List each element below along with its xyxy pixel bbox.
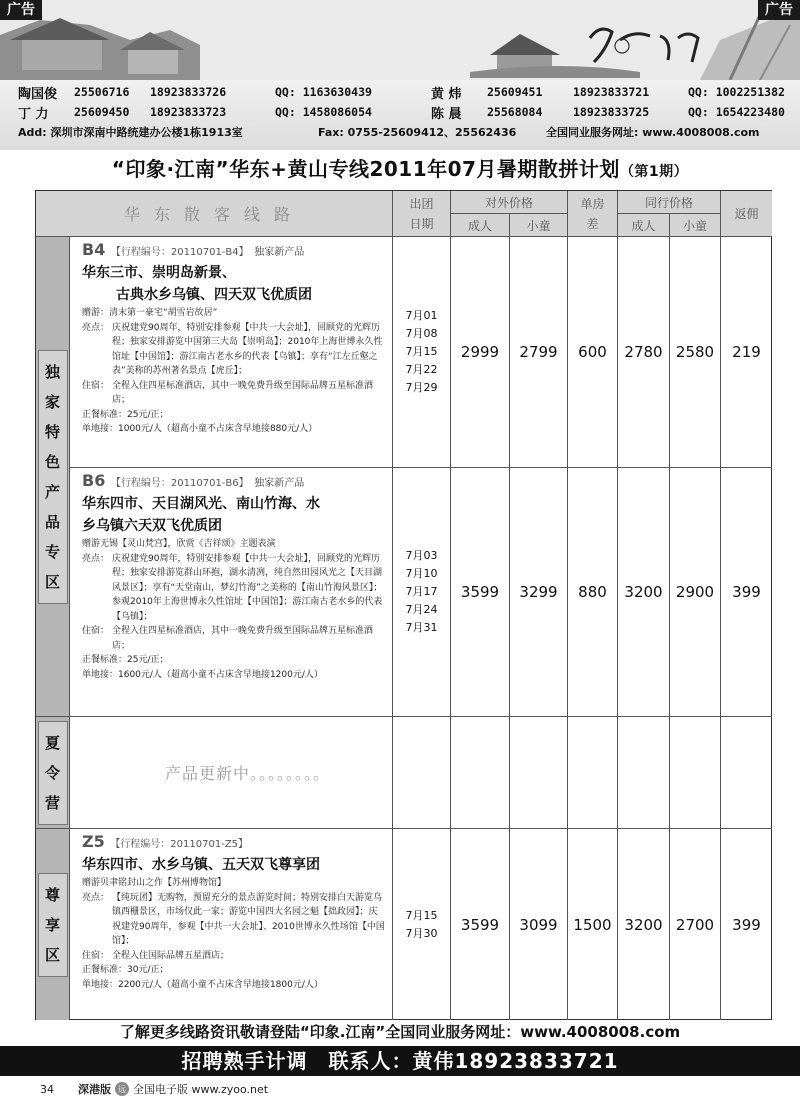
hotel-label: 住宿： <box>82 380 110 391</box>
page-footer <box>40 1080 268 1098</box>
contact-name: 丁 力 <box>18 106 49 122</box>
section-label-summer-camp <box>36 717 70 829</box>
highlights-label: 亮点： <box>82 553 110 564</box>
contact-qq: QQ: 1002251382 <box>688 85 785 99</box>
contact-qq: QQ: 1458086054 <box>275 105 372 119</box>
section-char: 产 <box>44 482 60 501</box>
route-highlights <box>82 891 386 949</box>
date-item: 7月17 <box>405 585 438 598</box>
route-hotel <box>82 949 386 964</box>
page-number: 34 <box>40 1082 54 1096</box>
contact-tel: 25568084 <box>487 105 543 119</box>
date-item: 7月01 <box>405 309 438 322</box>
contact-tel: 25609450 <box>74 105 130 119</box>
date-item: 7月03 <box>405 549 438 562</box>
date-item: 7月24 <box>405 603 438 616</box>
more-info-line: 了解更多线路资讯敬请登陆“印象.江南”全国同业服务网址：www.4008008.com <box>119 1023 681 1041</box>
contact-name: 陶国俊 <box>18 86 58 102</box>
website: 全国同业服务网址: www.4008008.com <box>546 126 760 139</box>
header-rebate: 返佣 <box>721 191 772 237</box>
route-code <box>82 832 386 854</box>
route-code-value: B6 <box>82 471 106 490</box>
empty-cell <box>670 717 721 829</box>
price-trade-adult: 2780 <box>618 237 670 468</box>
route-title: 华东四市、天目湖风光、南山竹海、水 <box>82 496 320 512</box>
header-adult: 成人 <box>451 214 510 237</box>
contact-mobile: 18923833725 <box>573 105 650 119</box>
empty-cell <box>451 717 510 829</box>
price-child: 3099 <box>510 829 568 1020</box>
contact-mobile: 18923833726 <box>150 85 227 99</box>
price-single-room: 600 <box>568 237 618 468</box>
price-trade-child: 2580 <box>670 237 721 468</box>
route-transfer: 单地接：1000元/人（超高小童不占床含早地接880元/人） <box>82 424 318 434</box>
contact-mobile: 18923833721 <box>573 85 650 99</box>
section-char: 享 <box>44 915 60 934</box>
date-item: 7月31 <box>405 621 438 634</box>
price-rebate: 399 <box>721 468 772 717</box>
date-item: 7月15 <box>405 345 438 358</box>
route-gift: 赠游无锡【灵山梵宫】，欣赏《吉祥颂》主题表演 <box>82 539 276 549</box>
price-trade-child: 2900 <box>670 468 721 717</box>
date-item: 7月22 <box>405 363 438 376</box>
price-child: 3299 <box>510 468 568 717</box>
route-code-note: 【行程编号：20110701-B6】 <box>110 478 249 489</box>
route-meal: 正餐标准：25元/正； <box>82 655 169 665</box>
address: Add: 深圳市深南中路统建办公楼1栋1913室 <box>18 126 243 139</box>
empty-cell <box>510 717 568 829</box>
empty-cell <box>568 717 618 829</box>
section-char: 区 <box>44 572 60 591</box>
section-char: 尊 <box>44 885 60 904</box>
hotel-text: 全程入住四星标准酒店，其中一晚免费升级至国际品牌五星标准酒店； <box>112 380 374 405</box>
empty-cell <box>721 717 772 829</box>
date-item: 7月30 <box>405 926 438 940</box>
header-public-price: 对外价格 <box>451 191 568 214</box>
route-code-note: 【行程编号：20110701-B4】 <box>110 247 249 258</box>
price-trade-adult: 3200 <box>618 829 670 1020</box>
route-meal: 正餐标准：30元/正； <box>82 965 169 975</box>
section-char: 特 <box>44 422 60 441</box>
header-date: 出团日期 <box>393 191 451 237</box>
contact-mobile: 18923833723 <box>150 105 227 119</box>
empty-cell <box>618 717 670 829</box>
route-meal: 正餐标准：25元/正； <box>82 409 169 420</box>
page-title-main: “印象·江南”华东+黄山专线2011年07月暑期散拼计划 <box>111 157 620 181</box>
ad-tag-right: 广告 <box>758 0 800 20</box>
section-char: 专 <box>44 542 60 561</box>
route-gift: 赠游贝聿铭封山之作【苏州博物馆】 <box>82 878 227 888</box>
date-item: 7月08 <box>405 327 438 340</box>
section-label-box <box>38 721 68 825</box>
recruitment-banner: 招聘熟手计调 联系人：黄伟18923833721 <box>0 1046 800 1076</box>
route-dates <box>393 829 451 1020</box>
page-title <box>0 152 800 186</box>
price-adult: 3599 <box>451 829 510 1020</box>
hotel-text: 全程入住国际品牌五星酒店； <box>112 950 230 961</box>
fax: Fax: 0755-25609412、25562436 <box>318 126 517 139</box>
contact-name: 陈 晨 <box>431 106 462 122</box>
price-single-room: 880 <box>568 468 618 717</box>
contact-tel: 25506716 <box>74 85 130 99</box>
contact-row <box>18 82 788 102</box>
highlights-text: 【纯玩团】无购物，预留充分的景点游览时间；特别安排白天游览乌镇西栅景区，市场仅此一家；游览中国四大名园之魁【拙政园】；庆祝建党90周年，参观【中共一大会址】、2010世博永久性场馆【中国馆】； <box>112 892 385 946</box>
contact-qq: QQ: 1654223480 <box>688 105 785 119</box>
header-trade-adult: 成人 <box>618 214 670 237</box>
route-b4 <box>70 237 393 468</box>
route-tag: 独家新产品 <box>254 478 305 489</box>
route-title: 华东三市、崇明岛新景、 <box>82 265 236 281</box>
route-hotel <box>82 379 386 408</box>
route-title: 华东四市、水乡乌镇、五天双飞尊享团 <box>82 857 320 873</box>
price-single-room: 1500 <box>568 829 618 1020</box>
section-label-box <box>38 873 68 977</box>
route-hotel <box>82 624 386 653</box>
header-route: 华东散客线路 <box>36 191 393 237</box>
route-code <box>82 240 386 262</box>
section-char: 区 <box>44 945 60 964</box>
route-highlights <box>82 552 386 625</box>
summer-camp-updating: 产品更新中。。。。。。。。 <box>70 717 393 829</box>
route-title: 乡乌镇六天双飞优质团 <box>82 518 222 534</box>
section-char: 色 <box>44 452 60 471</box>
route-code-value: B4 <box>82 240 106 259</box>
route-highlights <box>82 321 386 379</box>
header-trade-price: 同行价格 <box>618 191 721 214</box>
route-dates <box>393 237 451 468</box>
route-table <box>35 190 772 1020</box>
ad-tag-left: 广告 <box>0 0 42 20</box>
price-child: 2799 <box>510 237 568 468</box>
hotel-label: 住宿： <box>82 950 110 961</box>
section-char: 营 <box>44 793 60 812</box>
price-rebate: 219 <box>721 237 772 468</box>
hotel-label: 住宿： <box>82 626 110 636</box>
price-adult: 2999 <box>451 237 510 468</box>
issue-number: （第1期） <box>619 164 689 180</box>
highlights-text: 庆祝建党90周年，特别安排参观【中共一大会址】，回顾党的光辉历程；独家安排游览群山环抱，湖水清冽，纯自然田园风光之【天目湖风景区】；享有“天堂南山，梦幻竹海”之美称的【南山竹海风景区】；参观2010年上海世博永久性馆址【中国馆】；游江南古老水乡的代表【乌镇】； <box>112 553 383 622</box>
route-transfer: 单地接：2200元/人（超高小童不占床含早地接1800元/人） <box>82 979 323 990</box>
route-z5 <box>70 829 393 1020</box>
header-child: 小童 <box>510 214 568 237</box>
section-label-box <box>38 350 68 604</box>
route-b6 <box>70 468 393 717</box>
price-rebate: 399 <box>732 915 761 934</box>
route-gift: 赠游：清末第一豪宅“胡雪岩故居” <box>82 308 218 318</box>
route-code-value: Z5 <box>82 832 105 851</box>
price-trade-adult: 3200 <box>618 468 670 717</box>
route-dates <box>393 468 451 717</box>
empty-cell <box>393 717 451 829</box>
highlights-text: 庆祝建党90周年，特别安排参观【中共一大会址】，回顾党的光辉历程；独家安排游览中国第三大岛【崇明岛】；2010年上海世博永久性馆址【中国馆】；游江南古老水乡的代表【乌镇】；享有“江左丘壑之表”美称的苏州著名景点【虎丘】； <box>112 322 383 376</box>
header-single-room: 单房差 <box>568 191 618 237</box>
section-char: 家 <box>44 392 60 411</box>
section-char: 夏 <box>44 733 60 752</box>
date-item: 7月29 <box>405 381 438 394</box>
site-link[interactable]: 全国电子版 www.zyoo.net <box>133 1083 269 1096</box>
contact-tel: 25609451 <box>487 85 543 99</box>
hotel-text: 全程入住四星标准酒店，其中一晚免费升级至国际品牌五星标准酒店； <box>112 626 374 651</box>
contact-block <box>18 82 788 142</box>
address-row <box>18 122 788 142</box>
date-item: 7月10 <box>405 567 438 580</box>
section-label-premium <box>36 829 70 1020</box>
price-adult: 3599 <box>451 468 510 717</box>
route-code <box>82 471 386 493</box>
banner-scenery-illustration <box>0 0 800 80</box>
price-trade-child: 2700 <box>670 829 721 1020</box>
route-code-note: 【行程编号：20110701-Z5】 <box>110 839 249 850</box>
section-char: 独 <box>44 362 60 381</box>
contact-qq: QQ: 1163630439 <box>275 85 372 99</box>
publisher-logo-icon: 远 <box>115 1082 129 1096</box>
section-char: 品 <box>44 512 60 531</box>
highlights-label: 亮点： <box>82 892 110 903</box>
section-char: 令 <box>44 763 60 782</box>
header-banner <box>0 0 800 150</box>
header-trade-child: 小童 <box>670 214 721 237</box>
section-label-exclusive <box>36 237 70 717</box>
route-tag: 独家新产品 <box>254 247 305 258</box>
route-transfer: 单地接：1600元/人（超高小童不占床含早地接1200元/人） <box>82 669 323 680</box>
route-title: 古典水乡乌镇、四天双飞优质团 <box>116 287 312 303</box>
contact-row <box>18 102 788 122</box>
edition-label: 深港版 <box>78 1083 111 1096</box>
highlights-label: 亮点： <box>82 322 110 333</box>
contact-name: 黄 炜 <box>431 86 462 102</box>
date-item: 7月15 <box>405 908 438 922</box>
